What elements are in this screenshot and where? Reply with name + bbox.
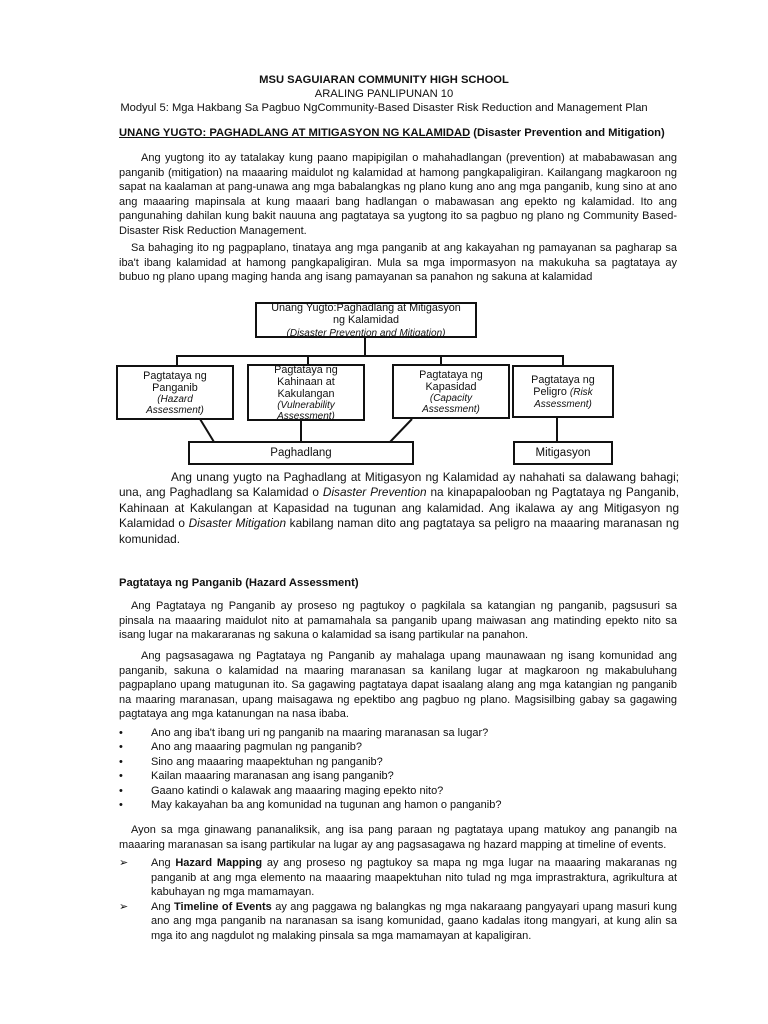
box-english: (Vulnerability Assessment): [277, 399, 335, 422]
planning-paragraph: [119, 241, 677, 285]
hazard-importance-text: Ang pagsasagawa ng Pagtataya ng Panganib ay mahalaga upang maunawaan ng isang komunidad ang panganib, sakuna o kalamidad na maaring maranasan sa kanilang lugar at magkaroon ng makabuluhang pagpaplano upang matugunan ito. Sa gagawing pagtataya dapat isaalang alang ang mga katangian ng panganib na maaring maranasan, upang maisagawa ng epektibo ang pagbuo ng plano. Magsisilbing gabay sa gagawing pagtataya ang mga katanungan na nasa ibaba.: [119, 650, 677, 720]
section-title-english: (Disaster Prevention and Mitigation): [470, 127, 665, 139]
prevention-label: Paghadlang: [270, 447, 332, 459]
box-title-wrap: [514, 374, 612, 410]
caption-text: kabilang naman dito ang pagtataya sa peligro na maaaring maranasan ng komunidad.: [119, 516, 680, 546]
phase-title-english: (Disaster Prevention and Mitigation): [286, 327, 446, 339]
intro-paragraph-text: Ang yugtong ito ay tatalakay kung paano mapipigilan o mahahadlangan (prevention) at mababawasan ang panganib (mitigation) na maaaring maidulot ng kalamidad at hamong pangkapaligiran. Kailangang magkaroon ng sapat na kaalaman at pang-unawa ang mga babalangkas ng plano kung ano ang mga panganib, kung sino at ano ang maaaring mapinsala at kung maaari bang hadlangan o mabawasan ang epekto ng kalamidad. Ito ang pangunahing dahilan kung bakit nauuna ang pagtataya sa yugtong ito sa pagbuo ng plano ng Community Based-Disaster Risk Reduction Management.: [119, 152, 677, 237]
school-name: MSU SAGUIARAN COMMUNITY HIGH SCHOOL: [259, 74, 509, 86]
list-item: • Sino ang maaaring maapektuhan ng panganib?: [119, 755, 677, 769]
hazard-importance-paragraph: [119, 649, 677, 722]
diagram-caption: [119, 470, 679, 547]
vulnerability-assessment-box: [247, 364, 365, 421]
intro-paragraph: [119, 151, 677, 238]
list-item: • May kakayahan ba ang komunidad na tugunan ang hamon o panganib?: [119, 798, 677, 812]
caption-text: Ang unang yugto na Paghadlang at Mitigasyon ng Kalamidad ay nahahati sa dalawang bahagi; una, ang Paghadlang sa Kalamidad o: [119, 470, 679, 500]
list-item: • Gaano katindi o kalawak ang maaaring maging epekto nito?: [119, 784, 677, 798]
hazard-assessment-box: [116, 365, 234, 420]
section-title: [119, 127, 665, 139]
list-item: • Ano ang iba't ibang uri ng panganib na maaring maranasan sa lugar?: [119, 726, 677, 740]
method-description: ay ang proseso ng pagtukoy sa mapa ng mga lugar na maaaring makaranas ng panganib at ang mga elemento na maaaring maapektuhan nito tulad ng mga imprastraktura, agrikultura at kabuhayan ng mga mamamayan.: [151, 857, 677, 898]
box-english: (Hazard Assessment): [146, 393, 204, 416]
list-item: • Ano ang maaaring pagmulan ng panganib?: [119, 740, 677, 754]
caption-term: Disaster Prevention: [322, 485, 427, 500]
box-title: Pagtataya ng Kahinaan at Kakulangan: [274, 363, 338, 400]
list-item-timeline-of-events: [119, 900, 677, 944]
research-paragraph: [119, 823, 677, 852]
risk-assessment-box: [512, 365, 614, 418]
planning-paragraph-text: Sa bahaging ito ng pagpaplano, tinataya ang mga panganib at ang kakayahan ng pamayanan sa pagharap sa iba't ibang kalamidad at hamong pangkapaligiran. Mula sa mga impormasyon na makukuha sa pagtataya ay bubuo ng plano upang maging handa ang isang pamayanan sa panahon ng sakuna at kalamidad: [119, 242, 677, 283]
box-title: Pagtataya ng Kapasidad: [419, 368, 483, 393]
list-item-hazard-mapping: [119, 856, 677, 900]
caption-text: na kinapapalooban ng Pagtataya ng Panganib, Kahinaan at Kakulangan at Kapasidad na tugunan ang kalamidad. Ang ikalawa ay ang Mitigasyon ng Kalamidad o: [119, 485, 679, 531]
box-english: (Risk Assessment): [534, 386, 593, 410]
caption-term: Disaster Mitigation: [188, 516, 287, 531]
method-description: ay ang paggawa ng balangkas ng mga nakaraang pangyayari upang masuri kung ano ang mga panganib na naranasan sa isang komunidad, gaano kadalas itong mangyari, at kung alin sa mga ito ang nagdulot ng malaking pinsala sa mga mamamayan at kapaligiran.: [151, 900, 677, 942]
module-title: Modyul 5: Mga Hakbang Sa Pagbuo NgCommunity-Based Disaster Risk Reduction and Management Plan: [120, 102, 648, 114]
phase-title-line2: ng Kalamidad: [332, 313, 400, 326]
hazard-definition-text: Ang Pagtataya ng Panganib ay proseso ng pagtukoy o pagkilala sa katangian ng panganib, pagsusuri sa pinsala na maaaring maidulot nito at pamamahala sa panganib upang maiwasan ang matinding epekto nito sa isang lugar na makararanas ng sakuna o kalamidad sa isang partikular na panahon.: [119, 600, 677, 641]
mitigation-label: Mitigasyon: [535, 447, 591, 459]
capacity-assessment-box: [392, 364, 510, 419]
subject-title: ARALING PANLIPUNAN 10: [314, 88, 454, 100]
methods-list: [119, 856, 677, 943]
hazard-assessment-heading: Pagtataya ng Panganib (Hazard Assessment): [119, 577, 359, 589]
method-term: Hazard Mapping: [175, 857, 263, 869]
section-title-main: UNANG YUGTO: PAGHADLANG AT MITIGASYON NG KALAMIDAD: [119, 127, 471, 139]
hazard-definition-paragraph: [119, 599, 677, 643]
phase-title-line1: Unang Yugto:Paghadlang at Mitigasyon: [271, 301, 461, 314]
box-title: Pagtataya ng Peligro: [531, 373, 595, 398]
list-item: • Kailan maaaring maranasan ang isang panganib?: [119, 769, 677, 783]
prevention-box: [188, 441, 414, 465]
guide-questions-list: [119, 726, 677, 812]
method-prefix: Ang: [151, 900, 175, 913]
box-english: (Capacity Assessment): [422, 392, 480, 415]
method-term: Timeline of Events: [174, 900, 272, 913]
method-prefix: Ang: [151, 857, 176, 869]
mitigation-box: [513, 441, 613, 465]
research-text: Ayon sa mga ginawang pananaliksik, ang isa pang paraan ng pagtataya upang matukoy ang panangib na maaaring maranasan sa isang partikular na lugar ay ang pagsasagawa ng hazard mapping at timeline of events.: [119, 824, 677, 851]
box-title: Pagtataya ng Panganib: [143, 369, 207, 394]
phase-title-box: [255, 302, 477, 338]
